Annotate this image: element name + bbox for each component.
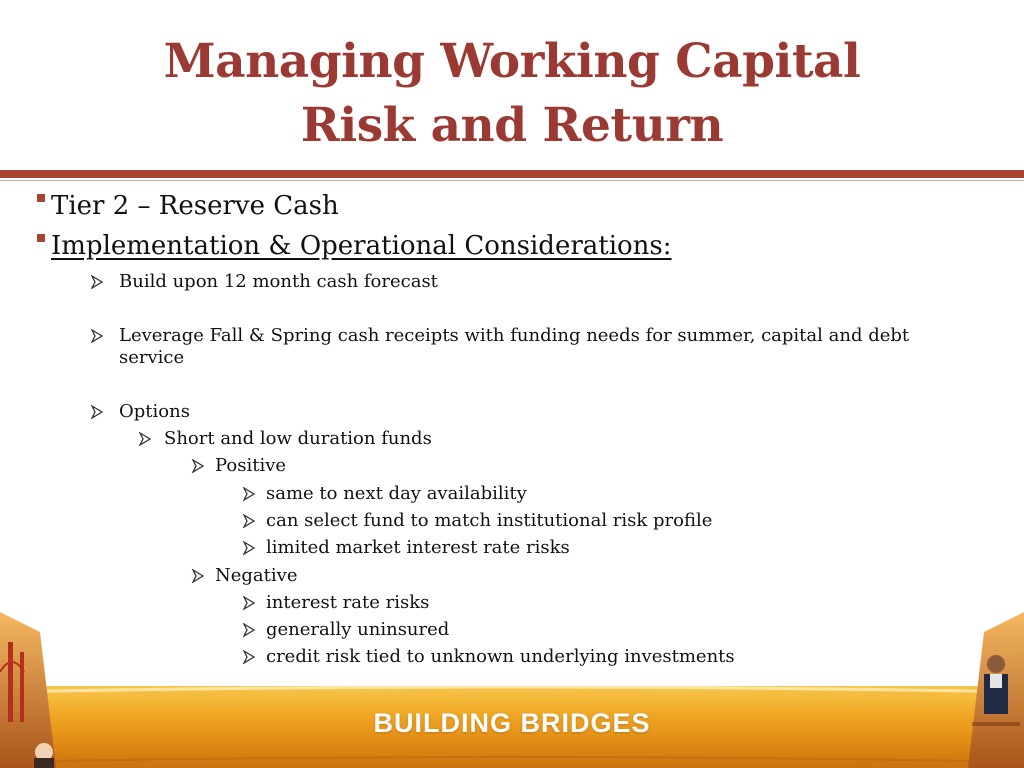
arrow-bullet-icon bbox=[242, 514, 256, 528]
title-line-1: Managing Working Capital bbox=[163, 34, 861, 89]
item-negative-2 bbox=[242, 619, 449, 641]
title-divider bbox=[0, 170, 1024, 178]
arrow-bullet-icon bbox=[242, 487, 256, 501]
item-negative-1 bbox=[242, 592, 429, 614]
arrow-bullet-icon bbox=[90, 275, 104, 289]
item-positive-3-text: limited market interest rate risks bbox=[266, 537, 570, 558]
item-negative-2-text: generally uninsured bbox=[266, 619, 450, 640]
arrow-bullet-icon bbox=[90, 405, 104, 419]
item-forecast bbox=[90, 271, 438, 293]
slide-title bbox=[0, 30, 1024, 158]
item-short-funds bbox=[138, 428, 432, 450]
item-positive-1-text: same to next day availability bbox=[266, 483, 527, 504]
footer-banner-text: BUILDING BRIDGES bbox=[373, 708, 651, 738]
title-line-2: Risk and Return bbox=[300, 98, 724, 153]
item-options bbox=[90, 401, 190, 423]
item-leverage bbox=[90, 325, 960, 369]
arrow-bullet-icon bbox=[191, 459, 205, 473]
item-leverage-line-2: service bbox=[119, 347, 185, 368]
item-positive bbox=[191, 455, 286, 477]
item-positive-2 bbox=[242, 510, 712, 532]
arrow-bullet-icon bbox=[242, 650, 256, 664]
square-bullet-icon bbox=[37, 194, 45, 202]
item-negative-3 bbox=[242, 646, 735, 668]
item-negative-1-text: interest rate risks bbox=[266, 592, 430, 613]
arrow-bullet-icon bbox=[242, 623, 256, 637]
item-positive-3 bbox=[242, 537, 570, 559]
item-negative-3-text: credit risk tied to unknown underlying investments bbox=[266, 646, 735, 667]
bridge-photo-left bbox=[0, 612, 56, 768]
item-negative bbox=[191, 565, 297, 587]
arrow-bullet-icon bbox=[242, 541, 256, 555]
arrow-bullet-icon bbox=[90, 329, 104, 343]
bullet-implementation-text: Implementation & Operational Considerations: bbox=[51, 231, 672, 261]
item-options-text: Options bbox=[119, 401, 190, 422]
bullet-tier2-text: Tier 2 – Reserve Cash bbox=[51, 191, 339, 221]
item-leverage-line-1: Leverage Fall & Spring cash receipts with funding needs for summer, capital and debt bbox=[119, 325, 910, 346]
bullet-implementation bbox=[37, 228, 672, 264]
item-forecast-text: Build upon 12 month cash forecast bbox=[119, 271, 438, 292]
arrow-bullet-icon bbox=[191, 569, 205, 583]
item-positive-2-text: can select fund to match institutional risk profile bbox=[266, 510, 713, 531]
arrow-bullet-icon bbox=[242, 596, 256, 610]
bullet-tier2 bbox=[37, 188, 339, 224]
title-divider-shadow bbox=[0, 180, 1024, 181]
item-positive-1 bbox=[242, 483, 527, 505]
arrow-bullet-icon bbox=[138, 432, 152, 446]
item-positive-text: Positive bbox=[215, 455, 287, 476]
person-photo-right bbox=[968, 612, 1024, 768]
item-negative-text: Negative bbox=[215, 565, 298, 586]
item-short-funds-text: Short and low duration funds bbox=[164, 428, 432, 449]
footer-banner bbox=[0, 686, 1024, 768]
square-bullet-icon bbox=[37, 234, 45, 242]
